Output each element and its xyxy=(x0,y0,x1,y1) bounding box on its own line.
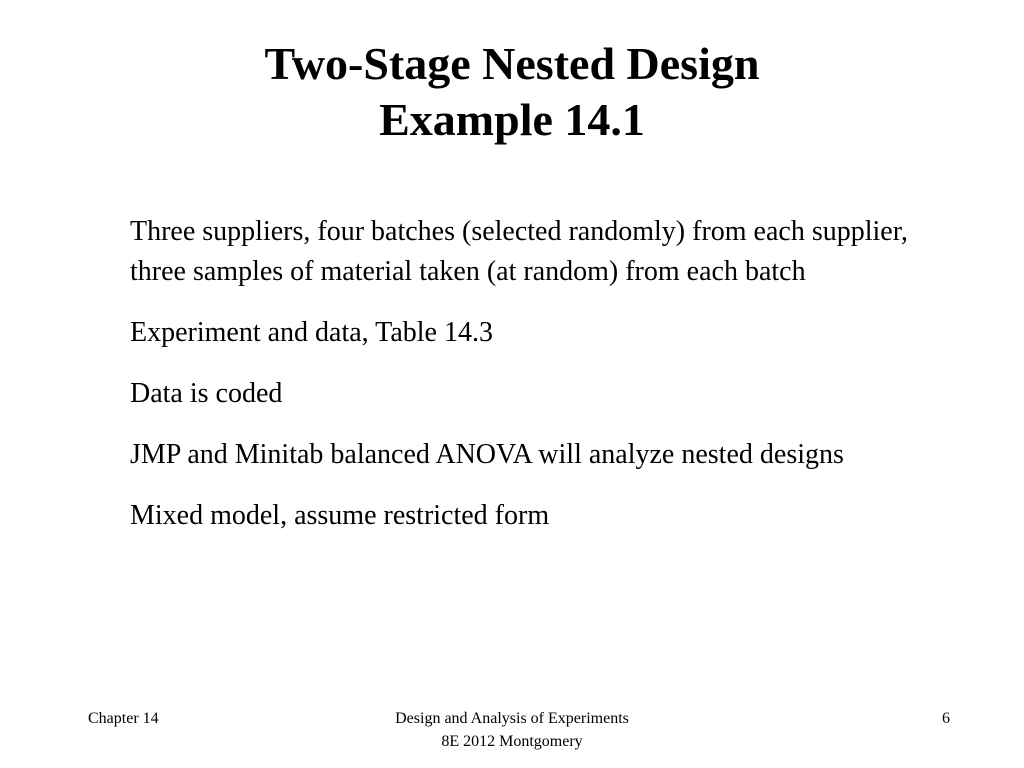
body-paragraph: Three suppliers, four batches (selected randomly) from each supplier, three samples of material taken (at random) from each batch xyxy=(130,216,908,287)
footer-book-title xyxy=(312,707,712,753)
title-line-1: Two-Stage Nested Design xyxy=(264,38,760,89)
slide-body xyxy=(130,212,910,557)
title-line-2: Example 14.1 xyxy=(379,94,645,145)
footer-book-line-1: Design and Analysis of Experiments xyxy=(395,710,629,727)
body-paragraph: Data is coded xyxy=(130,378,283,409)
body-paragraph: JMP and Minitab balanced ANOVA will analyze nested designs xyxy=(130,439,844,470)
page-number: 6 xyxy=(942,710,950,727)
footer-book-line-2: 8E 2012 Montgomery xyxy=(441,733,583,750)
slide-title xyxy=(0,36,1024,148)
body-paragraph: Experiment and data, Table 14.3 xyxy=(130,317,493,348)
body-paragraph: Mixed model, assume restricted form xyxy=(130,500,550,531)
footer-chapter: Chapter 14 xyxy=(88,710,159,727)
